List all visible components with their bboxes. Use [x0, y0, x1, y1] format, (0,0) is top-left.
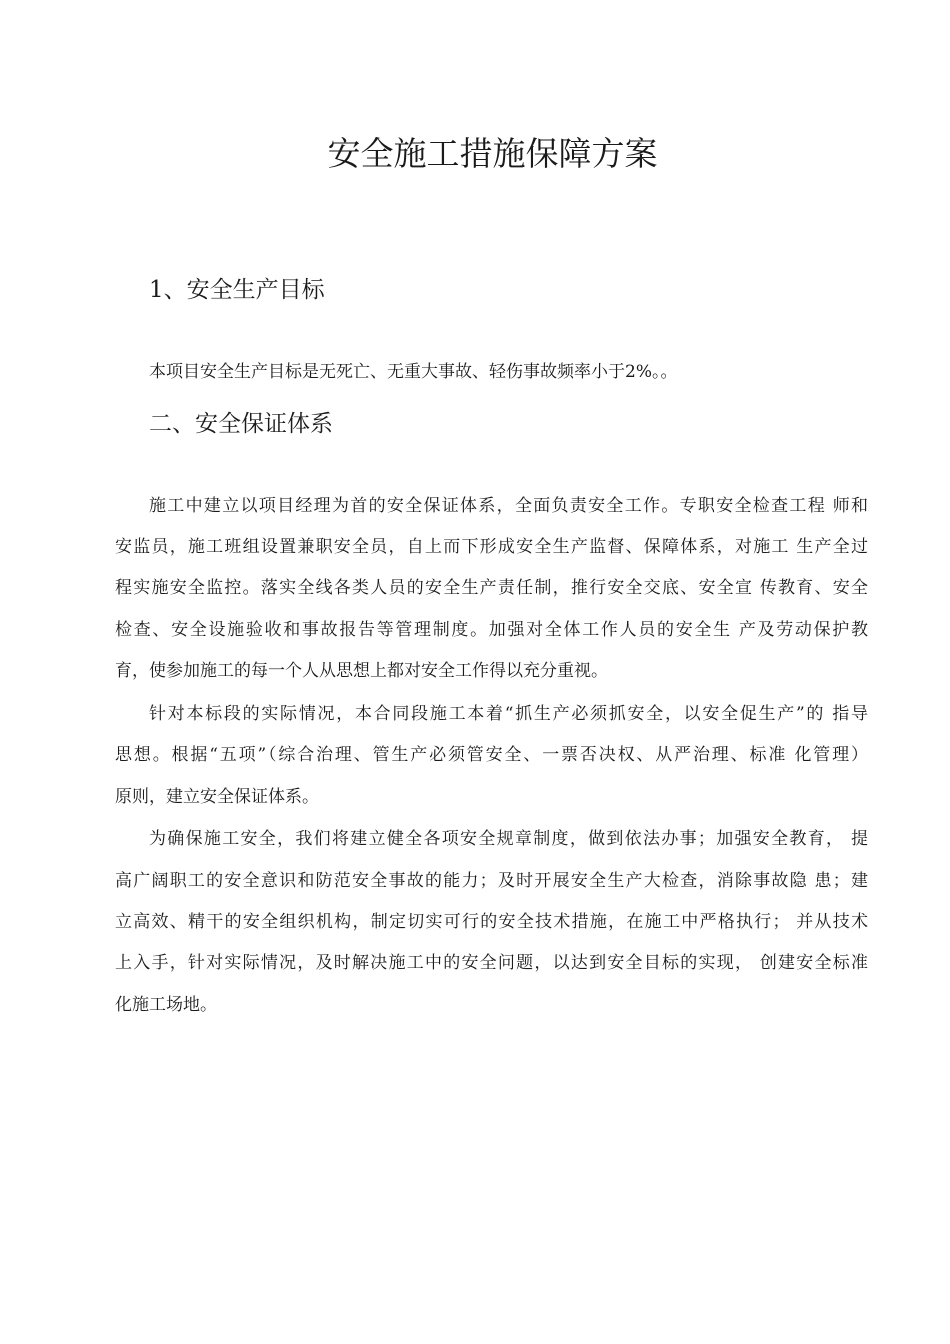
- paragraph-line: 高广阔职工的安全意识和防范安全事故的能力；及时开展安全生产大检查，消除事故隐 患；建: [115, 871, 868, 891]
- safety-goal-text: 本项目安全生产目标是无死亡、无重大事故、轻伤事故频率小于2%。。: [149, 362, 678, 382]
- section-heading-safety-system: 二、安全保证体系: [149, 411, 333, 437]
- paragraph-line: 育，使参加施工的每一个人从思想上都对安全工作得以充分重视。: [115, 661, 608, 681]
- paragraph-line: 上入手，针对实际情况，及时解决施工中的安全问题，以达到安全目标的实现， 创建安全标准: [115, 953, 868, 973]
- paragraph-line: 立高效、精干的安全组织机构，制定切实可行的安全技术措施，在施工中严格执行； 并从技术: [115, 912, 868, 932]
- paragraph-line: 针对本标段的实际情况，本合同段施工本着“抓生产必须抓安全，以安全促生产”的 指导: [149, 704, 868, 724]
- document-title: 安全施工措施保障方案: [327, 134, 658, 173]
- paragraph-line: 为确保施工安全，我们将建立健全各项安全规章制度，做到依法办事；加强安全教育， 提: [149, 829, 868, 849]
- paragraph-line: 安监员，施工班组设置兼职安全员，自上而下形成安全生产监督、保障体系，对施工 生产全过: [115, 537, 868, 557]
- paragraph-line: 化施工场地。: [115, 995, 217, 1015]
- section-heading-safety-goal: 1、安全生产目标: [149, 277, 325, 303]
- paragraph-line: 检查、安全设施验收和事故报告等管理制度。加强对全体工作人员的安全生 产及劳动保护教: [115, 620, 868, 640]
- paragraph-line: 思想。根据“五项”（综合治理、管生产必须管安全、一票否决权、从严治理、标准 化管理）: [115, 745, 868, 765]
- paragraph-line: 程实施安全监控。落实全线各类人员的安全生产责任制，推行安全交底、安全宣 传教育、安全: [115, 578, 868, 598]
- paragraph-line: 施工中建立以项目经理为首的安全保证体系，全面负责安全工作。专职安全检查工程 师和: [149, 496, 868, 516]
- paragraph-line: 原则，建立安全保证体系。: [115, 787, 319, 807]
